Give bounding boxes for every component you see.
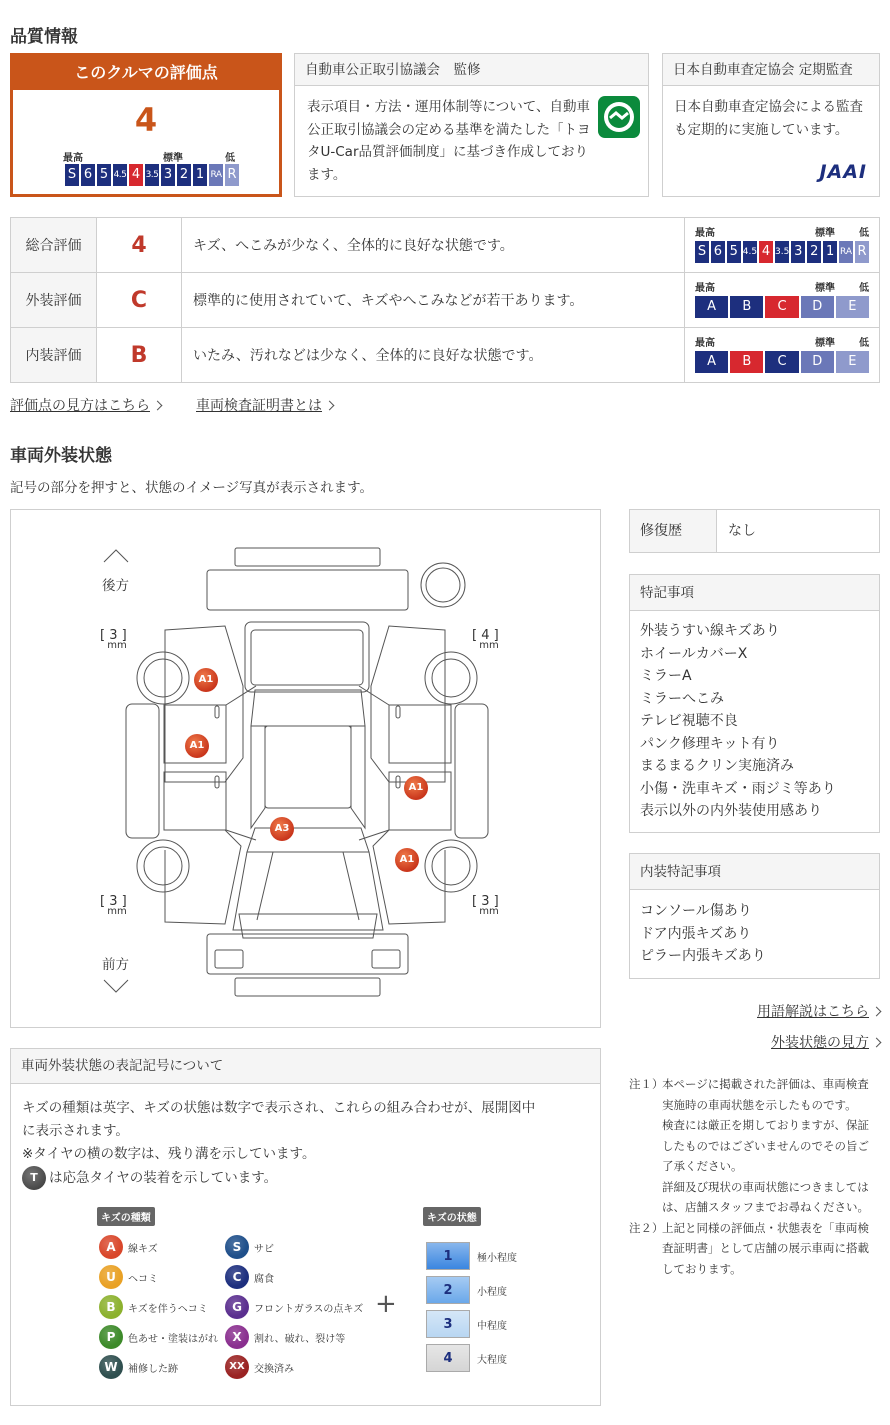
interior-notes-header: 内装特記事項 (630, 854, 879, 890)
damage-type-icon: U (99, 1265, 123, 1289)
damage-state-box: 2 (426, 1276, 470, 1304)
note2-text (662, 1218, 869, 1280)
exterior-title: 車両外装状態 (10, 446, 112, 466)
list-item: ドア内張キズあり (640, 925, 752, 942)
scale-cell: 6 (711, 241, 725, 263)
damage-type-label: 補修した跡 (128, 1363, 178, 1375)
notes (629, 1074, 880, 1279)
inspection-body: 日本自動車査定協会による監査も定期的に実施しています。 (674, 99, 863, 138)
list-item: しております。 (662, 1261, 742, 1276)
scale-cell: 3 (161, 164, 175, 186)
scale-high-label: 最高 (695, 228, 715, 239)
damage-state-label: 中程度 (477, 1321, 507, 1332)
tread-front-right: [ 3 ] mm (472, 894, 499, 917)
legend-line: ※タイヤの横の数字は、残り溝を示しています。 (22, 1146, 316, 1162)
scale-cell: A (695, 296, 728, 318)
evaluation-label: 外装評価 (11, 273, 97, 328)
certificate-link[interactable]: 車両検査証明書とは (196, 398, 322, 414)
damage-marker[interactable]: A1 (185, 734, 209, 758)
scale-cell: RA (839, 241, 853, 263)
list-item: 詳細及び現状の車両状態につきましては (662, 1179, 869, 1194)
glossary-link-wrap[interactable] (757, 1001, 880, 1021)
damage-state-box: 4 (426, 1344, 470, 1372)
chevron-right-icon (872, 1007, 882, 1017)
scale-low-label: 低 (859, 283, 869, 294)
damage-type (225, 1265, 274, 1289)
tread-front-left: [ 3 ] mm (100, 894, 127, 917)
damage-type-label: フロントガラスの点キズ (254, 1303, 364, 1315)
damage-type (225, 1235, 274, 1259)
scale-cell: S (65, 164, 79, 186)
supervision-panel (294, 53, 649, 197)
damage-marker[interactable]: A1 (395, 848, 419, 872)
interior-notes-list (630, 890, 879, 968)
list-item: 上記と同様の評価点・状態表を「車両検 (662, 1220, 869, 1235)
repair-history-value: なし (728, 523, 756, 539)
scale-cell: 6 (81, 164, 95, 186)
list-item: したものではございませんのでその旨ご (662, 1138, 869, 1153)
fair-trade-logo-icon (598, 96, 640, 138)
certificate-link-wrap[interactable] (196, 395, 333, 415)
exterior-guide-link[interactable]: 外装状態の見方 (771, 1035, 869, 1051)
damage-type (99, 1295, 208, 1319)
list-item: 了承ください。 (662, 1159, 743, 1173)
supervision-header: 自動車公正取引協議会 監修 (295, 54, 648, 86)
list-item: パンク修理キット有り (640, 735, 780, 752)
list-item: は、店舗スタッフまでお尋ねください。 (662, 1200, 869, 1214)
damage-type-label: 交換済み (254, 1363, 294, 1375)
scale-cell: B (730, 351, 763, 373)
scale-standard-label: 標準 (815, 338, 835, 349)
scale-cell: RA (209, 164, 223, 186)
glossary-link[interactable]: 用語解説はこちら (757, 1004, 869, 1020)
quality-title: 品質情報 (10, 27, 78, 47)
damage-type (99, 1325, 218, 1349)
damage-marker[interactable]: A1 (404, 776, 428, 800)
damage-type (99, 1235, 158, 1259)
special-notes (629, 574, 880, 833)
damage-state-label: 極小程度 (477, 1253, 517, 1264)
damage-state-label: 大程度 (477, 1355, 507, 1366)
evaluation-label: 内装評価 (11, 328, 97, 383)
damage-type-icon: G (225, 1295, 249, 1319)
legend-line: に表示されます。 (22, 1123, 129, 1139)
scale-standard-label: 標準 (163, 153, 183, 164)
scale-cell: C (765, 351, 798, 373)
damage-type-icon: C (225, 1265, 249, 1289)
evaluation-row (11, 273, 880, 328)
chevron-right-icon (325, 401, 335, 411)
legend-header: 車両外装状態の表記記号について (11, 1049, 600, 1084)
rating-scale (65, 164, 239, 186)
scale-cell: E (836, 296, 869, 318)
rating-box-header: このクルマの評価点 (13, 56, 279, 90)
damage-state-box: 3 (426, 1310, 470, 1338)
scale-cell: A (695, 351, 728, 373)
legend-description (22, 1097, 592, 1190)
damage-marker[interactable]: A3 (270, 817, 294, 841)
scale-cell: 5 (97, 164, 111, 186)
damage-type-label: 線キズ (128, 1243, 158, 1255)
tread-rear-right: [ 4 ] mm (472, 628, 499, 651)
special-notes-header: 特記事項 (630, 575, 879, 611)
scale-cell: D (801, 351, 834, 373)
inspection-panel (662, 53, 880, 197)
legend-line: T は応急タイヤの装着を示しています。 (22, 1166, 592, 1190)
scale-high-label: 最高 (63, 153, 83, 164)
scale-cell: 3 (791, 241, 805, 263)
scale-low-label: 低 (859, 338, 869, 349)
rear-label: 後方 (102, 578, 129, 594)
inspection-header: 日本自動車査定協会 定期監査 (663, 54, 879, 86)
scale-standard-label: 標準 (815, 283, 835, 294)
scale-cell: 2 (177, 164, 191, 186)
scale-cell: B (730, 296, 763, 318)
evaluation-table (10, 217, 880, 383)
damage-type-label: 割れ、破れ、裂け等 (254, 1333, 346, 1345)
scale-cell: 2 (807, 241, 821, 263)
scale-cell: R (225, 164, 239, 186)
supervision-body: 表示項目・方法・運用体制等について、自動車公正取引協議会の定める基準を満たした「トヨタU-Car品質評価制度」に基づき作成しております。 (307, 99, 591, 183)
list-item: ホイールカバーX (640, 645, 748, 662)
scale-cell: 3.5 (145, 164, 159, 186)
interior-notes (629, 853, 880, 979)
damage-type-label: サビ (254, 1243, 274, 1255)
list-item: 小傷・洗車キズ・雨ジミ等あり (640, 780, 836, 797)
chevron-right-icon (872, 1038, 882, 1048)
types-title: キズの種類 (97, 1207, 155, 1226)
damage-type (99, 1265, 158, 1289)
damage-type (225, 1355, 294, 1379)
damage-state-box: 1 (426, 1242, 470, 1270)
list-item: 表示以外の内外装使用感あり (640, 803, 822, 819)
car-diagram (11, 510, 600, 1027)
list-item: 査証明書」として店舗の展示車両に搭載 (662, 1241, 869, 1255)
damage-type-icon: S (225, 1235, 249, 1259)
jaai-logo: JAAI (819, 161, 867, 183)
scale-cell: 5 (727, 241, 741, 263)
list-item: まるまるクリン実施済み (640, 758, 794, 774)
evaluation-description: 標準的に使用されていて、キズやへこみなどが若干あります。 (182, 273, 685, 328)
scale-cell: 4.5 (743, 241, 757, 263)
evaluation-description: キズ、へこみが少なく、全体的に良好な状態です。 (182, 218, 685, 273)
note1-label: 注１） (629, 1077, 664, 1091)
scale-cell: 1 (193, 164, 207, 186)
damage-state-label: 小程度 (477, 1287, 507, 1298)
list-item: 本ページに掲載された評価は、車両検査 (662, 1077, 869, 1091)
evaluation-scale (685, 218, 880, 273)
damage-type-icon: A (99, 1235, 123, 1259)
repair-history (629, 509, 880, 553)
legend-panel (10, 1048, 601, 1406)
note2-label: 注２） (629, 1220, 664, 1235)
damage-type-icon: W (99, 1355, 123, 1379)
scale-cell: D (801, 296, 834, 318)
list-item: ピラー内張キズあり (640, 948, 766, 964)
damage-type-icon: P (99, 1325, 123, 1349)
scale-high-label: 最高 (695, 338, 715, 349)
evaluation-grade: C (97, 273, 182, 328)
evaluation-description: いたみ、汚れなどは少なく、全体的に良好な状態です。 (182, 328, 685, 383)
evaluation-row (11, 218, 880, 273)
scale-cell: 4 (129, 164, 143, 186)
damage-type-label: ヘコミ (128, 1273, 158, 1285)
front-label: 前方 (102, 957, 129, 973)
exterior-guide-link-wrap[interactable] (771, 1032, 880, 1052)
rating-score: 4 (134, 101, 158, 139)
spare-tire-icon: T (22, 1166, 46, 1190)
list-item: ミラーへこみ (640, 690, 724, 707)
tread-rear-left: [ 3 ] mm (100, 628, 127, 651)
list-item: コンソール傷あり (640, 903, 752, 919)
evaluation-row (11, 328, 880, 383)
list-item: テレビ視聴不良 (640, 713, 738, 729)
special-notes-list (630, 611, 879, 823)
damage-type-icon: B (99, 1295, 123, 1319)
scale-cell: C (765, 296, 798, 318)
damage-type-icon: X (225, 1325, 249, 1349)
damage-marker[interactable]: A1 (194, 668, 218, 692)
list-item: 外装うすい線キズあり (640, 623, 780, 639)
scale-cell: 3.5 (775, 241, 789, 263)
plus-sign: + (375, 1289, 397, 1319)
evaluation-scale (685, 328, 880, 383)
damage-type-label: 腐食 (254, 1273, 274, 1285)
scale-cell: 4.5 (113, 164, 127, 186)
damage-type-icon: XX (225, 1355, 249, 1379)
evaluation-scale (685, 273, 880, 328)
list-item: 実施時の車両状態を示したものです。 (662, 1097, 857, 1112)
car-diagram-panel (10, 509, 601, 1028)
evaluation-grade: B (97, 328, 182, 383)
note1-text (662, 1074, 869, 1218)
scale-low-label: 低 (225, 153, 235, 164)
list-item: 検査には厳正を期しておりますが、保証 (662, 1118, 869, 1132)
evaluation-label: 総合評価 (11, 218, 97, 273)
states-title: キズの状態 (423, 1207, 481, 1226)
list-item: ミラーA (640, 668, 692, 684)
scale-cell: R (855, 241, 869, 263)
scale-cell: E (836, 351, 869, 373)
scale-cell: 1 (823, 241, 837, 263)
scale-cell: 4 (759, 241, 773, 263)
evaluation-grade: 4 (97, 218, 182, 273)
damage-type (225, 1295, 363, 1319)
damage-type-label: キズを伴うヘコミ (128, 1303, 208, 1315)
how-to-read-link-wrap[interactable] (10, 395, 161, 415)
repair-history-label: 修復歴 (630, 510, 717, 552)
damage-type-label: 色あせ・塗装はがれ (128, 1333, 218, 1345)
exterior-subtitle: 記号の部分を押すと、状態のイメージ写真が表示されます。 (10, 480, 374, 496)
damage-type (99, 1355, 178, 1379)
how-to-read-link[interactable]: 評価点の見方はこちら (10, 398, 150, 414)
scale-standard-label: 標準 (815, 228, 835, 239)
rating-box (10, 53, 282, 197)
damage-type (225, 1325, 345, 1349)
legend-line: キズの種類は英字、キズの状態は数字で表示され、これらの組み合わせが、展開図中 (22, 1100, 536, 1116)
scale-high-label: 最高 (695, 283, 715, 294)
scale-cell: S (695, 241, 709, 263)
chevron-right-icon (153, 401, 163, 411)
scale-low-label: 低 (859, 228, 869, 239)
